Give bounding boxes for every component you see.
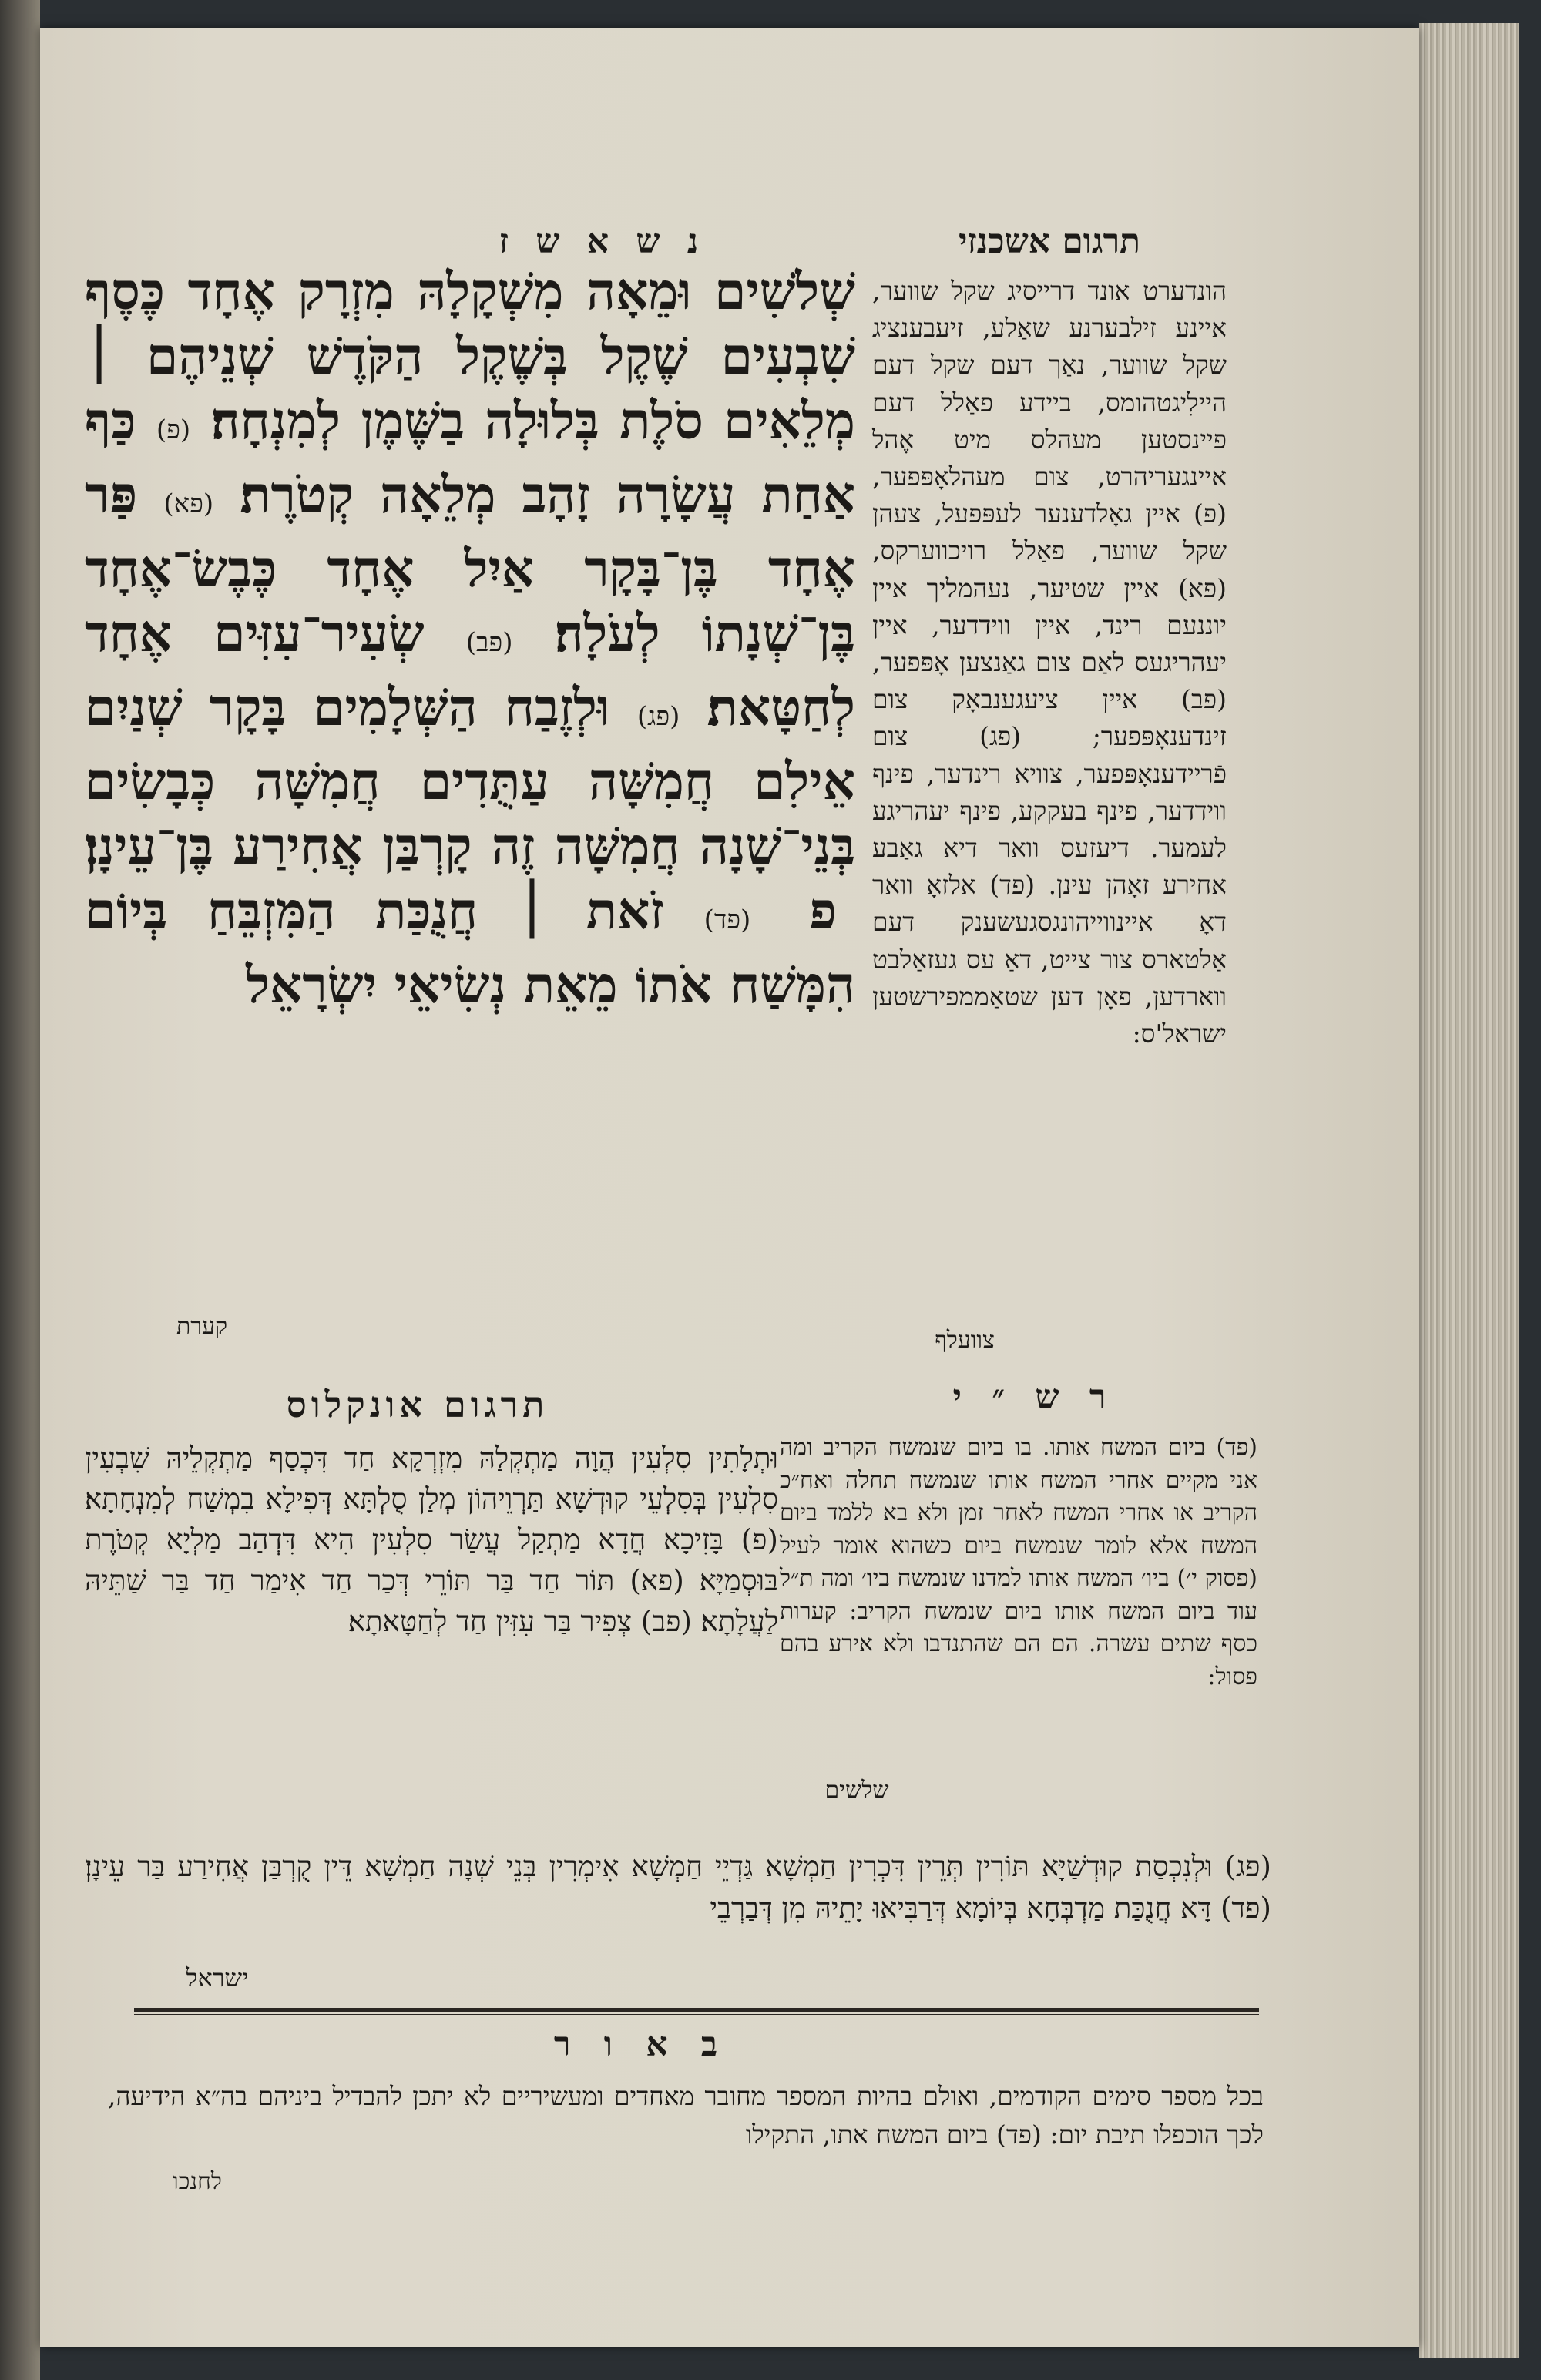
onkelos-text: וּתְלָתִין סִלְעִין הֲוָה מַתְקְלַהּ מִזְרְקָא חַד דִּכְסַף מַתְקְלֵיהּ שִׁבְעִין סִלְעִין בְּסִלְעֵי קוּדְשָׁא תַּרְוֵיהוֹן מְלַן סֻלְתָּא דְּפִילָא בִמְשַׁח לְמִנְחָתָא׃ (פ) בָּזִיכָא חֲדָא מַתְקַל עֲשַׂר סִלְעִין הִיא דִּדְהַב מַלְיָא קְטֹרֶת בּוּסְמַיָּא׃ (פא) תּוֹר חַד בַּר תּוֹרֵי דְּכַר חַד אִימַר חַד בַּר שַׁתֵּיהּ לַעֲלָתָא׃ (פב) צְפִיר בַּר עִזִּין חַד לְחַטָּאתָא׃: [85, 1442, 778, 1638]
verse-number-81: (פא): [163, 488, 214, 519]
onkelos-text-continued: (פג) וּלְנִכְסַת קוּדְשַׁיָּא תּוֹרִין תְּרֵין דִּכְרִין חַמְשָׁא גַּדְיֵי חַמְשָׁא אִימְרִין בְּנֵי שְׁנָה חַמְשָׁא דֵּין קֻרְבַּן אֲחִירַע בַּר עֵינָן׃ (פד) דָּא חֲנֻכַּת מַדְבְּחָא בְּיוֹמָא דְּרַבִּיאוּ יָתֵיהּ מִן דְּבַרְבֵי: [85, 1850, 1271, 1925]
catchword-main: קערת: [176, 1313, 228, 1340]
book-page: [40, 28, 1419, 2347]
torah-verse-79: שְׁלֹשִׁים וּמֵאָה מִשְׁקָלָהּ מִזְרָק אֶחָד כֶּסֶף שִׁבְעִים שֶׁקֶל בְּשֶׁקֶל הַקֹּדֶשׁ שְׁנֵיהֶם ׀ מְלֵאִים סֹלֶת בְּלוּלָה בַשֶּׁמֶן לְמִנְחָה׃: [85, 261, 856, 451]
rashi-title: ר ש ״ י: [952, 1378, 1116, 1417]
verse-number-80: (פ): [156, 415, 191, 445]
torah-verse-82: שְׂעִיר־עִזִּים אֶחָד לְחַטָּאת׃: [85, 603, 855, 737]
catchword-onkelos: ישראל: [186, 1963, 249, 1992]
torah-verse-84: זֹאת ׀ חֲנֻכַּת הַמִּזְבֵּחַ בְּיוֹם הִמָּשַׁח אֹתוֹ מֵאֵת נְשִׂיאֵי יִשְׂרָאֵל: [85, 881, 855, 1015]
beur-title: ב א ו ר: [553, 2025, 729, 2064]
catchword-rashi: שלשים: [824, 1777, 889, 1804]
header-targum-ashkenazi: תרגום אשכנזי: [958, 222, 1141, 261]
targum-ashkenazi-text: הונדערט אונד דרייסיג שקל שווער, איינע זילבערנע שאַלע, זיעבענציג שקל שווער, נאַך דעם שקל דעם היילִיגטהומס, ביידע פאַלל דעם פיינסטען מעהלס מיט אֶהל איינגעריהרט, צום מעהלאָפּפער, (פ) איין גאָלדענער לעפּפעל, צעהן שקל שווער, פאַלל רויכווערקס, (פא) איין שטיער, נעהמליך איין יוננעם רינד, איין ווידדער, איין יעהריגעס לאַם צום גאַנצען אָפּפער, (פב) איין ציעגענבאָק צום זינדענאָפּפער; (פג) צום פֿריידענאָפּפער, צוויא רינדער, פינף ווידדער, פינף בעקקע, פינף יעהריגע לעמער. דיעזעס וואר דיא גאַבע אחירע זאָהן עינן. (פד) אלזאָ וואר דאָ איינווייהונגסגעשענק דעם אַלטארס צור צייט, דאַ עס געזאַלבט ווארדען, פאָן דען שטאַממפירשטען ישראל'ס:: [872, 276, 1227, 1049]
torah-verse-81: פַּר אֶחָד בֶּן־בָּקָר אַיִל אֶחָד כֶּבֶשׂ־אֶחָד בֶּן־שְׁנָתוֹ לְעֹלָה׃: [85, 465, 855, 663]
verse-number-82: (פב): [465, 627, 513, 658]
onkelos-title: תרגום אונקלוס: [286, 1384, 549, 1425]
catchword-beur: לחנכו: [173, 2168, 222, 2195]
page-stack-edge: [1419, 23, 1519, 2358]
torah-text-column: [85, 259, 855, 1017]
petucha-marker: פ: [809, 881, 838, 941]
header-parsha-name: נ ש א ש ז: [499, 222, 707, 261]
torah-verse-83: וּלְזֶבַח הַשְּׁלָמִים בָּקָר שְׁנַיִם אֵילִם חֲמִשָּׁה עַתֻּדִים חֲמִשָּׁה כְּבָשִׂים בְּנֵי־שָׁנָה חֲמִשָּׁה זֶה קָרְבַּן אֲחִירַע בֶּן־עֵינָן׃: [85, 677, 855, 876]
book-cover-edge: [0, 0, 40, 2380]
catchword-ashkenazi: צוועלף: [935, 1327, 995, 1354]
torah-verse-80: כַּף אַחַת עֲשָׂרָה זָהָב מְלֵאָה קְטֹרֶת׃: [85, 391, 856, 525]
divider-rule-thick: [134, 2008, 1259, 2012]
beur-text: בכל מספר סימים הקודמים, ואולם בהיות המספר מחובר מאחדים ומעשיריים לא יתכן להבדיל ביניהם בה״א הידיעה, לכך הוכפלו תיבת יום: (פד) ביום המשח אתו, התקילו: [108, 2081, 1264, 2150]
rashi-text: (פד) ביום המשח אותו. בו ביום שנמשח הקריב ומה אני מקיים אחרי המשח אותו שנמשח תחלה ואח״כ הקריב או אחרי המשח לאחר זמן ולא בא ללמד ביום המשח אלא לומר שנמשח ביום כשהוא אומר לעיל (פסוק י׳) ביו׳ המשח אותו למדנו שנמשח ביו׳ ומה ת״ל עוד ביום המשח אותו ביום שנמשח הקריב: קערות כסף שתים עשרה. הם הם שהתנדבו ולא אירע בהם פסול:: [780, 1434, 1257, 1690]
verse-number-84: (פד): [703, 905, 751, 935]
divider-rule-thin: [134, 2014, 1259, 2015]
verse-number-83: (פג): [636, 701, 680, 732]
